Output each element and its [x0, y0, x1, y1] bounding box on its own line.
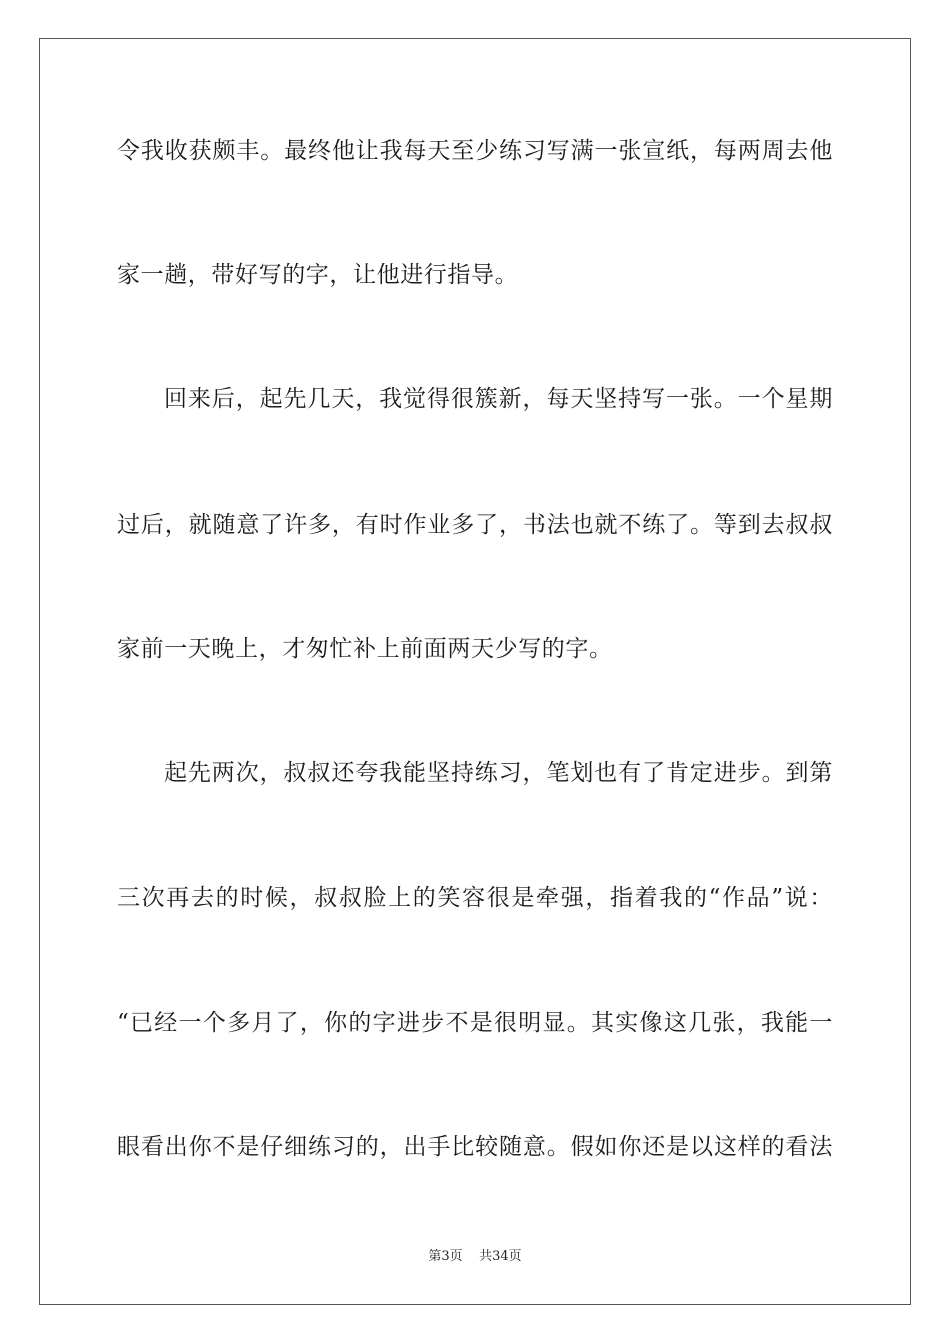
page-border: [39, 38, 911, 1305]
body-line-7: 三次再去的时候，叔叔脸上的笑容很是牵强，指着我的“作品”说：: [117, 885, 833, 911]
page-footer: [0, 1248, 950, 1266]
body-line-3: 回来后，起先几天，我觉得很簇新，每天坚持写一张。一个星期: [164, 386, 833, 412]
body-line-4: 过后，就随意了许多，有时作业多了，书法也就不练了。等到去叔叔: [117, 512, 833, 538]
body-line-6: 起先两次，叔叔还夸我能坚持练习，笔划也有了肯定进步。到第: [164, 760, 833, 786]
page-total: 共34页: [479, 1249, 522, 1264]
body-line-2: 家一趟，带好写的字，让他进行指导。: [117, 262, 519, 288]
body-line-8: “已经一个多月了，你的字进步不是很明显。其实像这几张，我能一: [117, 1010, 833, 1036]
body-line-5: 家前一天晚上，才匆忙补上前面两天少写的字。: [117, 636, 613, 662]
body-line-1: 令我收获颇丰。最终他让我每天至少练习写满一张宣纸，每两周去他: [117, 138, 833, 164]
page-number: 第3页: [428, 1249, 463, 1264]
body-line-9: 眼看出你不是仔细练习的，出手比较随意。假如你还是以这样的看法: [117, 1134, 833, 1160]
